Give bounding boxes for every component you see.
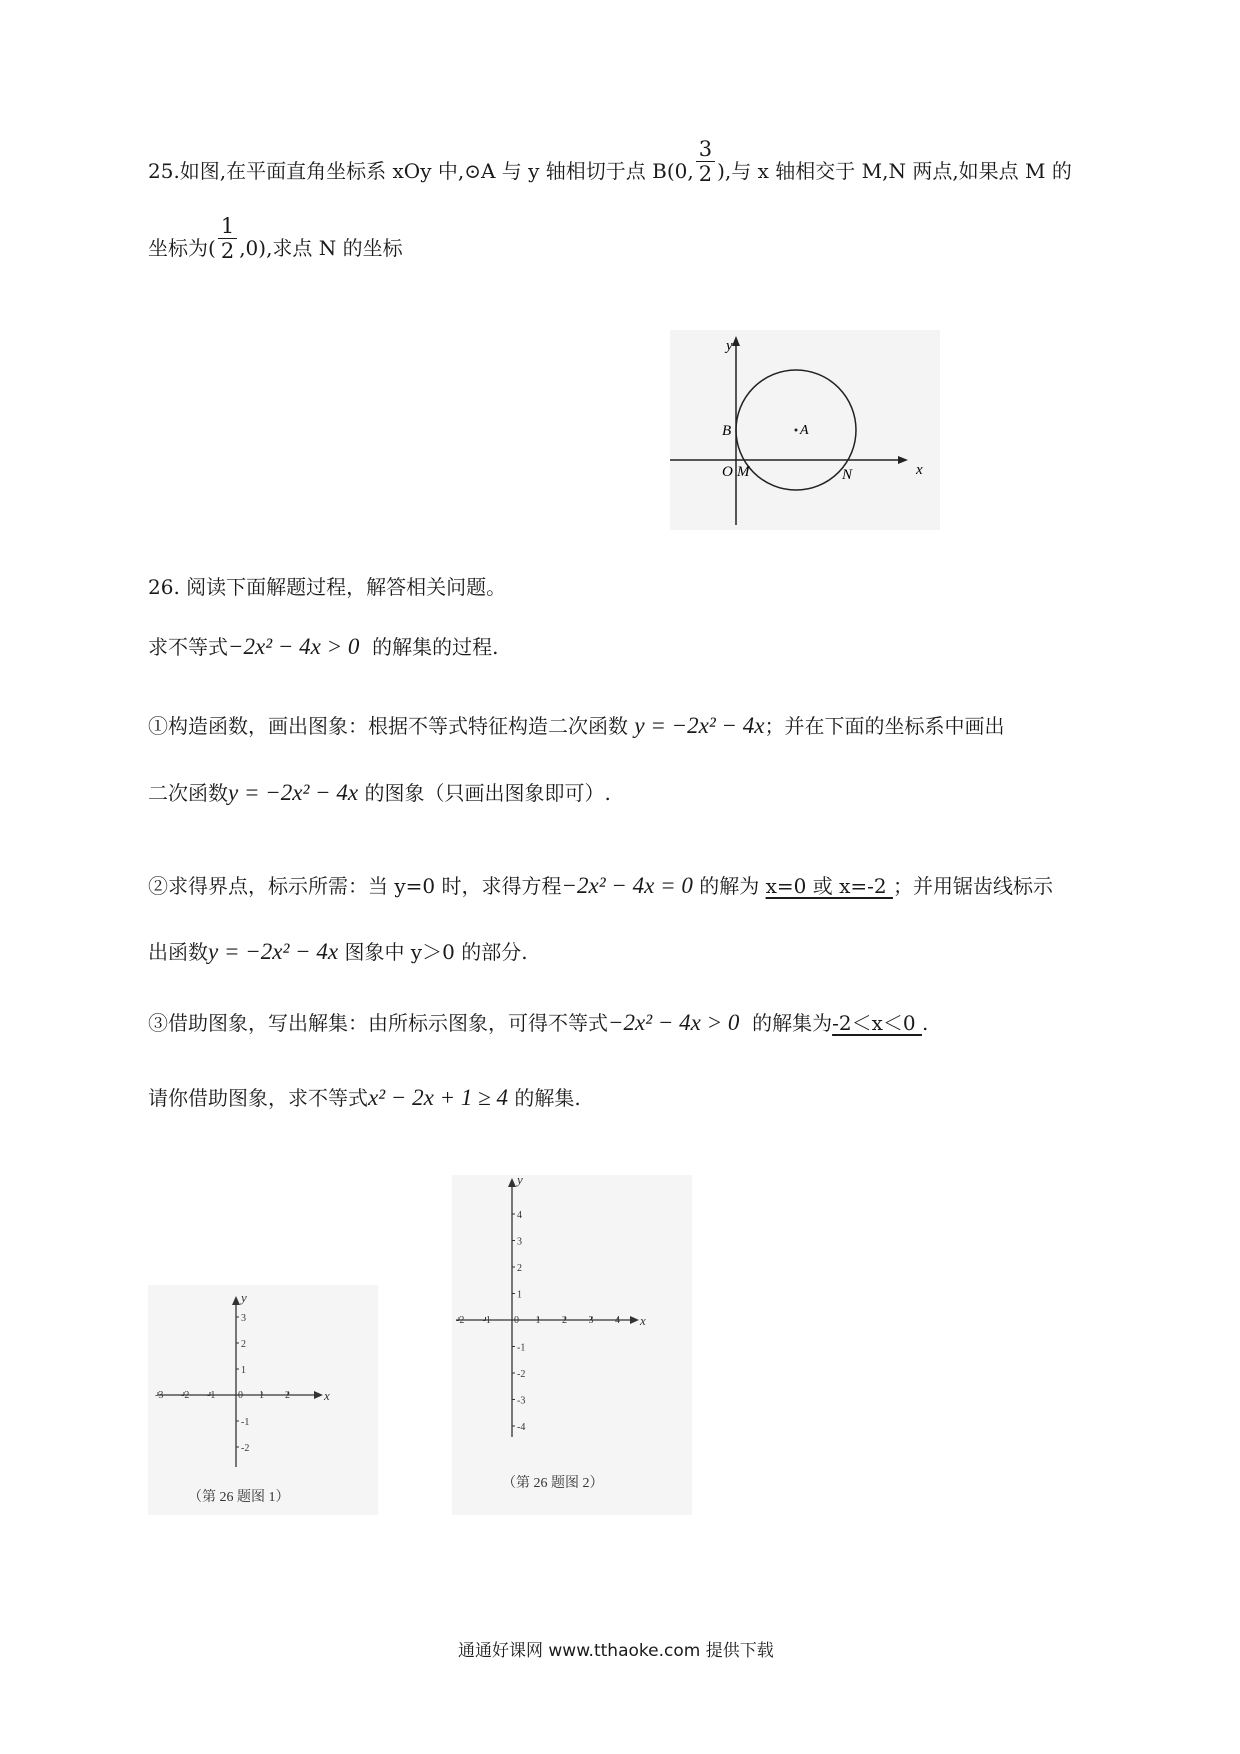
step3-answer: -2＜x＜0	[832, 1011, 922, 1035]
fig1-y-arrow-icon	[232, 1296, 240, 1305]
origin-label: O	[722, 464, 733, 480]
center-a-dot	[795, 429, 798, 432]
q26-final	[148, 1085, 581, 1111]
fig1-y-tick-label: 3	[241, 1313, 246, 1324]
fig1-x-label: x	[324, 1388, 330, 1403]
q25-line2-pre: 坐标为(	[148, 236, 216, 260]
fig2-y-arrow-icon	[508, 1178, 516, 1187]
point-b-label: B	[722, 423, 732, 439]
fig2-y-tick-label: 1	[517, 1289, 522, 1301]
fig2-x-tick-label: 4	[615, 1315, 620, 1326]
q25-line1-pre: 25.如图,在平面直角坐标系 xOy 中,⊙A 与 y 轴相切于点 B(0,	[148, 159, 694, 183]
fig1-y-tick-label: 1	[241, 1365, 246, 1376]
step1-post: ；并在下面的坐标系中画出	[764, 714, 1005, 738]
fig2-caption: （第 26 题图 2）	[502, 1476, 604, 1491]
fig2-y-tick-label: -4	[517, 1422, 526, 1433]
step1-expression: y = −2x² − 4x	[634, 713, 765, 738]
fig1-y-tick-label: 2	[241, 1339, 246, 1350]
fig2-y-tick-label: -2	[517, 1369, 526, 1380]
fig1-axes	[148, 1285, 378, 1515]
step1b-pre: 二次函数	[148, 781, 228, 805]
fig2-x-arrow-icon	[630, 1316, 639, 1324]
q25-line1-post: ),与 x 轴相交于 M,N 两点,如果点 M 的	[717, 159, 1072, 183]
x-axis-label: x	[916, 462, 923, 478]
fraction-numerator: 3	[696, 137, 715, 162]
fig1-y-tick-label: -2	[241, 1443, 250, 1454]
fraction-denominator: 2	[698, 162, 713, 186]
step2-pre: ②求得界点，标示所需：当 y=0 时，求得方程	[148, 874, 562, 898]
fig2-x-tick-label: 3	[588, 1315, 594, 1326]
fig2-y-tick-label: 3	[517, 1236, 522, 1248]
q26-step1b	[148, 780, 611, 806]
fig2-y-tick-label: 4	[517, 1210, 522, 1221]
q26-step3	[148, 1010, 928, 1036]
y-axis-label: y	[726, 338, 733, 354]
point-n-label: N	[842, 467, 853, 483]
fig1-x-tick-label: 1	[259, 1390, 264, 1401]
point-m-x-fraction	[218, 214, 237, 263]
step2b-pre: 出函数	[148, 940, 208, 964]
final-post: 的解集.	[514, 1086, 581, 1110]
step1b-expression: y = −2x² − 4x	[228, 780, 359, 805]
step3-pre: ③借助图象，写出解集：由所标示图象，可得不等式	[148, 1011, 608, 1035]
step2b-expression: y = −2x² − 4x	[208, 939, 339, 964]
q26-figure-2	[452, 1175, 692, 1515]
fig2-x-tick-label: 0	[514, 1315, 519, 1326]
fraction-numerator: 1	[218, 214, 237, 239]
final-pre: 请你借助图象，求不等式	[148, 1086, 368, 1110]
fig1-x-tick-label: -1	[207, 1390, 216, 1401]
fig1-y-label: y	[241, 1290, 247, 1305]
ask-expression: −2x² − 4x > 0	[228, 634, 360, 659]
step3-expression: −2x² − 4x > 0	[608, 1010, 740, 1035]
fig2-y-tick-label: -1	[517, 1342, 526, 1354]
q25-circle-figure	[670, 330, 940, 530]
fig2-axes	[452, 1175, 692, 1515]
fig2-x-label: x	[640, 1313, 646, 1328]
fraction-denominator: 2	[220, 239, 235, 263]
step1-pre: ①构造函数，画出图象：根据不等式特征构造二次函数	[148, 714, 628, 738]
q25-line1	[148, 137, 1072, 186]
q25-line2	[148, 214, 403, 263]
fig2-x-tick-label: 2	[562, 1315, 567, 1326]
fig2-x-tick-label: -2	[456, 1315, 465, 1326]
q26-step2b	[148, 939, 528, 965]
step2-answer: x=0 或 x=-2	[765, 874, 893, 898]
step1b-post: 的图象（只画出图象即可）.	[364, 781, 611, 805]
q26-step2	[148, 873, 1053, 899]
step2-post: ；并用锯齿线标示	[892, 874, 1053, 898]
q26-title: 26. 阅读下面解题过程，解答相关问题。	[148, 575, 507, 599]
page-footer: 通通好课网 www.tthaoke.com 提供下载	[458, 1641, 774, 1661]
fig2-x-tick-label: 1	[535, 1315, 541, 1326]
point-a-label: A	[800, 423, 809, 438]
step3-post: .	[921, 1011, 929, 1035]
ask-post: 的解集的过程.	[372, 635, 499, 659]
final-expression: x² − 2x + 1 ≥ 4	[368, 1085, 508, 1110]
q25-line2-post: ,0),求点 N 的坐标	[239, 236, 403, 260]
point-m-label: M	[737, 464, 750, 480]
q26-ask	[148, 634, 498, 660]
point-b-y-fraction	[696, 137, 715, 186]
q26-figure-1	[148, 1285, 378, 1515]
fig1-x-tick-label: 0	[238, 1390, 243, 1401]
step2b-post: 图象中 y＞0 的部分.	[344, 940, 528, 964]
ask-pre: 求不等式	[148, 635, 228, 659]
fig1-y-tick-label: -1	[241, 1417, 250, 1428]
fig2-y-label: y	[517, 1175, 523, 1187]
step3-mid: 的解集为	[752, 1011, 833, 1035]
fig2-y-tick-label: 2	[517, 1263, 522, 1274]
fig1-x-tick-label: -3	[155, 1390, 164, 1401]
fig1-x-tick-label: -2	[181, 1390, 190, 1401]
q26-step1	[148, 713, 1004, 739]
fig2-x-tick-label: -1	[482, 1315, 491, 1326]
step2-expression: −2x² − 4x = 0	[561, 873, 693, 898]
fig1-caption: （第 26 题图 1）	[188, 1490, 290, 1505]
fig2-y-tick-label: -3	[517, 1395, 526, 1407]
step2-mid: 的解为	[699, 874, 760, 898]
fig1-x-arrow-icon	[314, 1391, 323, 1399]
fig1-x-tick-label: 2	[285, 1390, 290, 1401]
